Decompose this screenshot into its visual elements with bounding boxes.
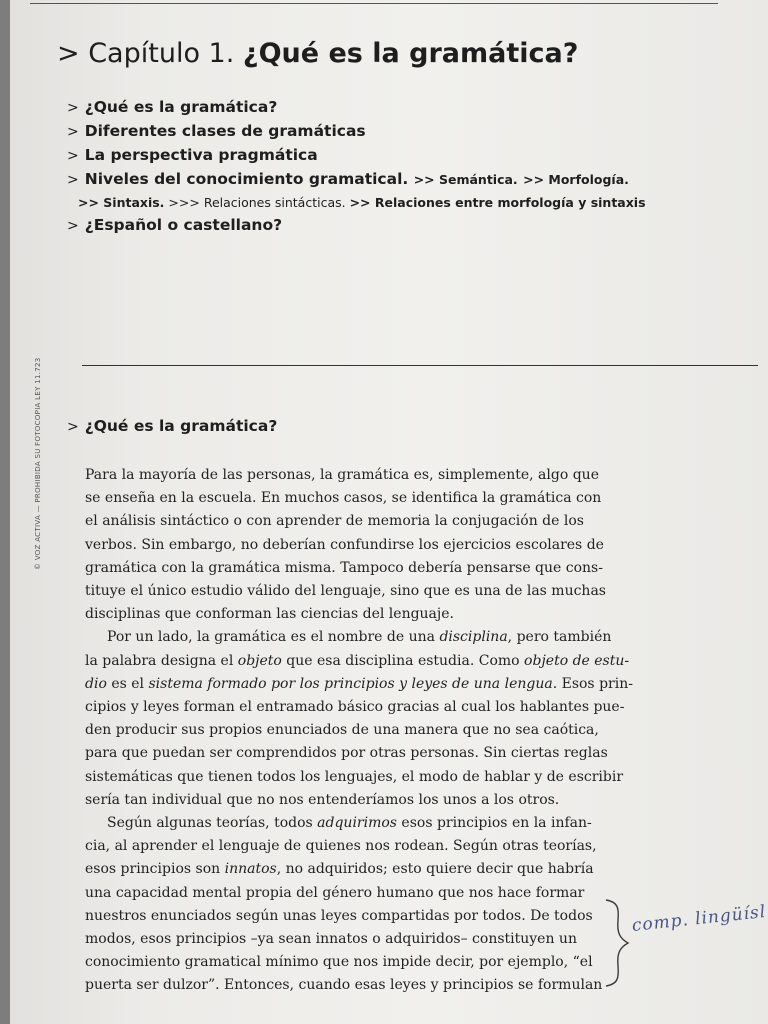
text-line: una capacidad mental propia del género humano que nos hace formar <box>85 884 585 901</box>
text-line <box>85 673 633 696</box>
handwritten-margin-note: comp. lingüísl <box>630 901 768 936</box>
chapter-prefix: > Capítulo 1. <box>57 38 235 69</box>
italic-term: innatos <box>224 861 277 878</box>
toc-item <box>67 120 646 144</box>
italic-term: objeto <box>237 652 282 669</box>
top-rule <box>30 3 718 4</box>
text-run: , pero también <box>507 629 612 646</box>
text-line: modos, esos principios –ya sean innatos o adquiridos– constituyen un <box>85 931 577 948</box>
toc-item <box>67 96 646 120</box>
chapter-name: ¿Qué es la gramática? <box>242 38 579 69</box>
italic-term: adquirimos <box>317 815 397 832</box>
text-run: esos principios en la infan- <box>396 815 592 832</box>
copyright-side-note: © VOZ ACTIVA — PROHIBIDA SU FOTOCOPIA LEY 11.723 <box>34 357 42 570</box>
body-text <box>85 464 633 998</box>
text-line: cipios y leyes forman el entramado básico gracias al cual los hablantes pue- <box>85 699 625 716</box>
toc-item <box>67 144 646 168</box>
text-line: conocimiento gramatical mínimo que nos impide decir, por ejemplo, “el <box>85 954 593 971</box>
book-page <box>10 0 768 1024</box>
section-divider <box>82 365 758 366</box>
text-line <box>85 650 630 673</box>
toc-subitem-morfologia: >> Morfología. <box>523 172 629 187</box>
text-line: cia, al aprender el lenguaje de quienes nos rodean. Según otras teorías, <box>85 838 597 855</box>
text-run: , no adquiridos; esto quiere decir que habría <box>276 861 594 878</box>
text-run: . Esos prin- <box>552 675 633 692</box>
chapter-contents <box>67 96 646 238</box>
text-run: esos principios son <box>85 861 225 878</box>
toc-item-label: ¿Qué es la gramática? <box>84 98 278 116</box>
text-line: den producir sus propios enunciados de una manera que no sea caótica, <box>85 722 599 739</box>
toc-subitem-relaciones-morfologia: >> Relaciones entre morfología y sintaxis <box>349 195 646 210</box>
section-heading <box>67 417 277 435</box>
toc-item-label: ¿Español o castellano? <box>84 216 283 234</box>
text-line: se enseña en la escuela. En muchos casos, se identifica la gramática con <box>85 490 602 507</box>
italic-term: sistema formado por los principios y leyes de una lengua <box>148 675 553 692</box>
text-line: nuestros enunciados según unas leyes compartidas por todos. De todos <box>85 907 593 924</box>
text-line: el análisis sintáctico o con aprender de memoria la conjugación de los <box>85 513 584 530</box>
italic-term: disciplina <box>439 629 508 646</box>
chapter-title <box>57 38 578 69</box>
arrow-icon: > <box>67 172 79 188</box>
text-line: sería tan individual que no nos entenderíamos los unos a los otros. <box>85 791 560 808</box>
text-line: tituye el único estudio válido del lenguaje, sino que es una de las muchas <box>85 583 606 600</box>
text-run: Según algunas teorías, todos <box>107 815 318 832</box>
toc-item-label: Diferentes clases de gramáticas <box>84 122 366 140</box>
arrow-icon: > <box>67 124 79 140</box>
toc-subitem-sintaxis: >> Sintaxis. <box>78 195 165 210</box>
text-run: la palabra designa el <box>85 652 238 669</box>
text-line <box>85 858 605 881</box>
arrow-icon: > <box>67 419 79 435</box>
toc-item <box>67 214 646 238</box>
text-run: es el <box>106 675 149 692</box>
toc-subitem-semantica: >> Semántica. <box>413 172 518 187</box>
text-line: gramática con la gramática misma. Tampoco debería pensarse que cons- <box>85 559 603 576</box>
section-heading-text: ¿Qué es la gramática? <box>84 417 278 435</box>
italic-term: objeto de estu- <box>524 652 630 669</box>
arrow-icon: > <box>67 100 79 116</box>
arrow-icon: > <box>67 218 79 234</box>
text-line: sistemáticas que tienen todos los lenguajes, el modo de hablar y de escribir <box>85 768 624 785</box>
toc-item-label: La perspectiva pragmática <box>84 146 318 164</box>
text-line: puerta ser dulzor”. Entonces, cuando esas leyes y principios se formulan <box>85 977 603 994</box>
toc-subitem-relaciones-sintacticas: >>> Relaciones sintácticas. <box>168 195 346 210</box>
text-run: que esa disciplina estudia. Como <box>281 652 525 669</box>
text-line: disciplinas que conforman las ciencias del lenguaje. <box>85 606 454 623</box>
toc-subitems <box>67 192 646 214</box>
text-line: verbos. Sin embargo, no deberían confundirse los ejercicios escolares de <box>85 536 604 553</box>
italic-term: dio <box>85 675 107 692</box>
text-line <box>85 812 605 835</box>
text-run: Por un lado, la gramática es el nombre de una <box>107 629 440 646</box>
text-line: Para la mayoría de las personas, la gramática es, simplemente, algo que <box>85 467 599 483</box>
arrow-icon: > <box>67 148 79 164</box>
toc-item-label: Niveles del conocimiento gramatical. <box>84 170 409 188</box>
toc-item <box>67 168 646 192</box>
text-line <box>85 626 612 649</box>
handwritten-brace-icon <box>602 898 632 988</box>
text-line: para que puedan ser comprendidos por otras personas. Sin ciertas reglas <box>85 745 608 762</box>
